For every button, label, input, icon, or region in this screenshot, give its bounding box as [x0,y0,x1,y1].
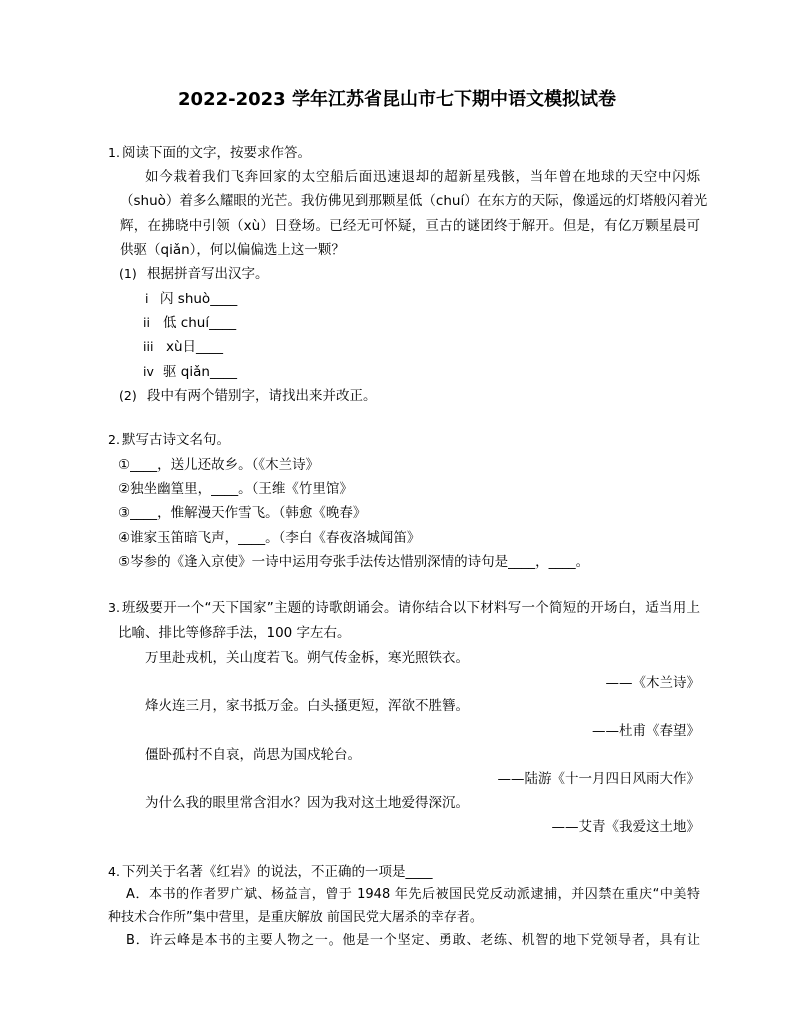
question-number: 1. [108,145,120,160]
item-number: iv [143,364,154,379]
poem-line: 万里赴戎机，关山度若飞。朔气传金柝，寒光照铁衣。 [145,650,469,666]
poem-line: 为什么我的眼里常含泪水？因为我对这土地爱得深沉。 [145,795,469,811]
item-number: ii [143,315,150,330]
passage-line: 辉，在拂晓中引领（xù）日登场。已经无可怀疑，亘古的谜团终于解开。但是，有亿万颗星晨可 [120,218,700,234]
question-stem: 默写古诗文名句。 [122,432,230,448]
option-a: 种技术合作所”集中营里，是重庆解放 前国民党大屠杀的幸存者。 [108,910,483,925]
sub-question-number: (1) [119,266,137,281]
poem-source: ——杜甫《春望》 [592,723,700,739]
question-stem: 比喻、排比等修辞手法，100 字左右。 [118,625,351,641]
item-number: i [145,291,149,306]
passage-line: （shuò）着多么耀眼的光芒。我仿佛见到那颗星低（chuí）在东方的天际，像遥远的灯塔般闪着光 [120,193,708,209]
item-number: iii [143,339,154,354]
passage-line: 供驱（qiǎn），何以偏偏选上这一颗？ [120,242,345,258]
recitation-line: ①____，送儿还故乡。（《木兰诗》 [118,457,320,473]
poem-line: 烽火连三月，家书抵万金。白头搔更短，浑欲不胜簪。 [145,698,469,714]
page-title: 2022-2023 学年江苏省昆山市七下期中语文模拟试卷 [178,89,616,110]
option-b: B．许云峰是本书的主要人物之一。他是一个坚定、勇敢、老练、机智的地下党领导者，具有让 [126,933,700,948]
recitation-line: ③____，惟解漫天作雪飞。（韩愈《晚春》 [118,505,367,521]
question-number: 3. [108,600,120,615]
recitation-line: ④谁家玉笛暗飞声，____。（李白《春夜洛城闻笛》 [118,530,421,546]
poem-line: 僵卧孤村不自哀，尚思为国戍轮台。 [145,747,361,763]
question-number: 2. [108,432,120,447]
question-stem: 下列关于名著《红岩》的说法，不正确的一项是____ [122,864,433,880]
question-number: 4. [108,864,120,879]
poem-source: ——艾青《我爱这土地》 [551,819,700,835]
sub-question-number: (2) [119,388,137,403]
item-text: 闪 shuò____ [160,291,238,307]
item-text: 驱 qiǎn____ [163,364,237,380]
item-text: 低 chuí____ [163,315,237,331]
question-stem: 阅读下面的文字，按要求作答。 [122,145,311,161]
poem-source: ——陆游《十一月四日风雨大作》 [497,771,700,787]
passage-line: 如今栽着我们飞奔回家的太空船后面迅速退却的超新星残骸，当年曾在地球的天空中闪烁 [145,169,700,185]
item-text: xù日____ [166,339,224,355]
recitation-line: ⑤岑参的《逢入京使》一诗中运用夸张手法传达惜别深情的诗句是____，____。 [118,554,590,570]
sub-question-text: 段中有两个错别字，请找出来并改正。 [147,388,377,404]
poem-source: ——《木兰诗》 [605,675,700,691]
question-stem: 班级要开一个“天下国家”主题的诗歌朗诵会。请你结合以下材料写一个简短的开场白，适当用上 [122,600,700,616]
recitation-line: ②独坐幽篁里，____。（王维《竹里馆》 [118,481,353,497]
sub-question-text: 根据拼音写出汉字。 [147,266,269,282]
option-a: A．本书的作者罗广斌、杨益言，曾于 1948 年先后被国民党反动派逮捕，并囚禁在重庆“中美特 [126,887,700,902]
